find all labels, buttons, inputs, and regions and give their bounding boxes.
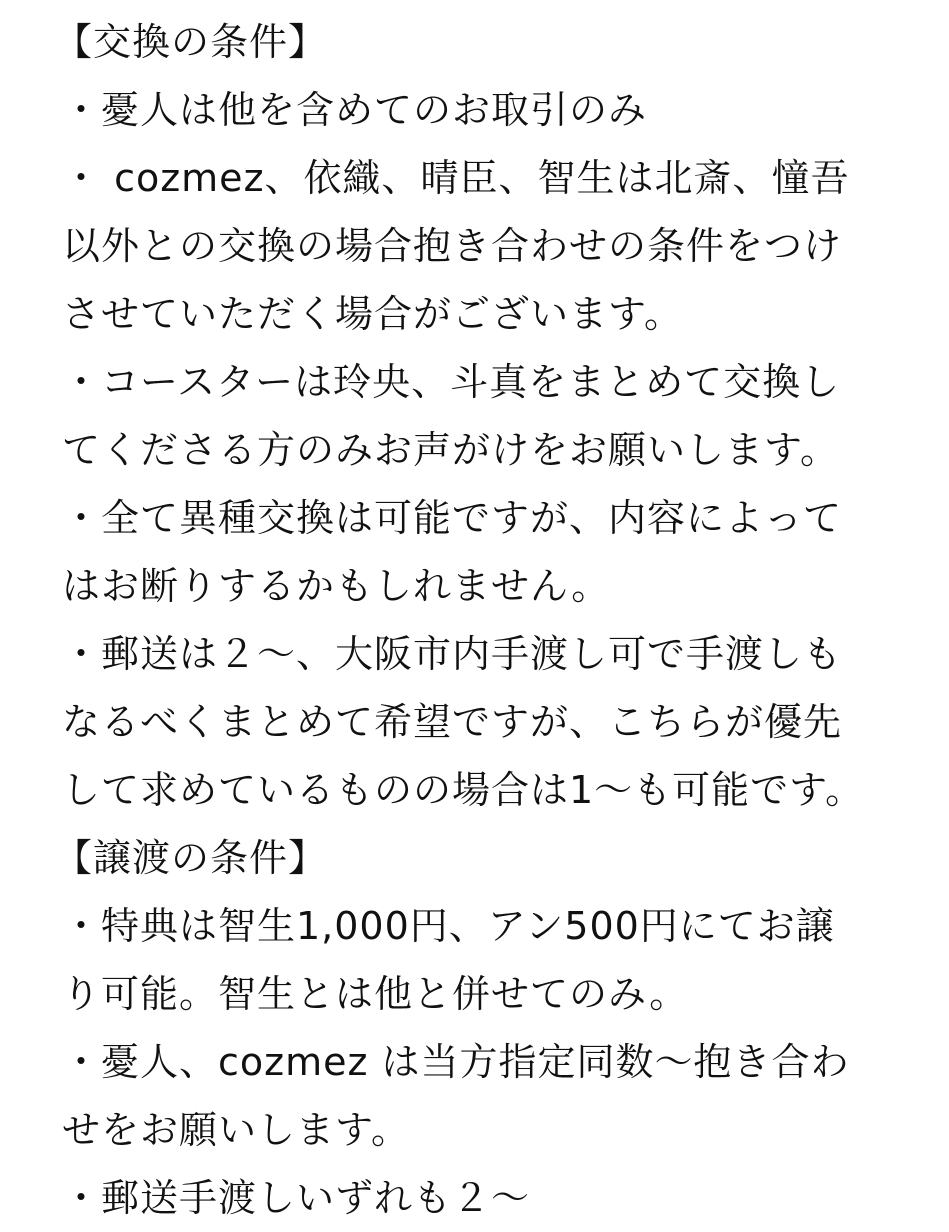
transfer-line: ・特典は智生1,000円、アン500円にてお譲 bbox=[62, 904, 835, 948]
exchange-line: ・ cozmez、依織、晴臣、智生は北斎、憧吾 bbox=[62, 156, 850, 200]
transfer-line: せをお願いします。 bbox=[62, 1108, 410, 1152]
transfer-heading: 【譲渡の条件】 bbox=[54, 836, 328, 880]
exchange-line: ・全て異種交換は可能ですが、内容によって bbox=[62, 496, 843, 540]
exchange-line: ・憂人は他を含めてのお取引のみ bbox=[62, 88, 648, 132]
exchange-line: 以外との交換の場合抱き合わせの条件をつけ bbox=[62, 224, 843, 268]
exchange-line: ・コースターは玲央、斗真をまとめて交換し bbox=[62, 360, 841, 404]
exchange-line: させていただく場合がございます。 bbox=[62, 292, 683, 336]
exchange-line: なるべくまとめて希望ですが、こちらが優先 bbox=[62, 700, 843, 744]
exchange-line: ・郵送は２〜、大阪市内手渡し可で手渡しも bbox=[62, 632, 843, 676]
exchange-heading: 【交換の条件】 bbox=[54, 20, 328, 64]
exchange-line: てくださる方のみお声がけをお願いします。 bbox=[62, 428, 839, 472]
exchange-line: はお断りするかもしれません。 bbox=[62, 564, 611, 608]
exchange-line: して求めているものの場合は1〜も可能です。 bbox=[62, 768, 865, 812]
transfer-line: ・憂人、cozmez は当方指定同数〜抱き合わ bbox=[62, 1040, 850, 1084]
transfer-line: り可能。智生とは他と併せてのみ。 bbox=[62, 972, 689, 1016]
conditions-note bbox=[54, 8, 942, 1232]
transfer-line: ・郵送手渡しいずれも２〜 bbox=[62, 1176, 531, 1220]
